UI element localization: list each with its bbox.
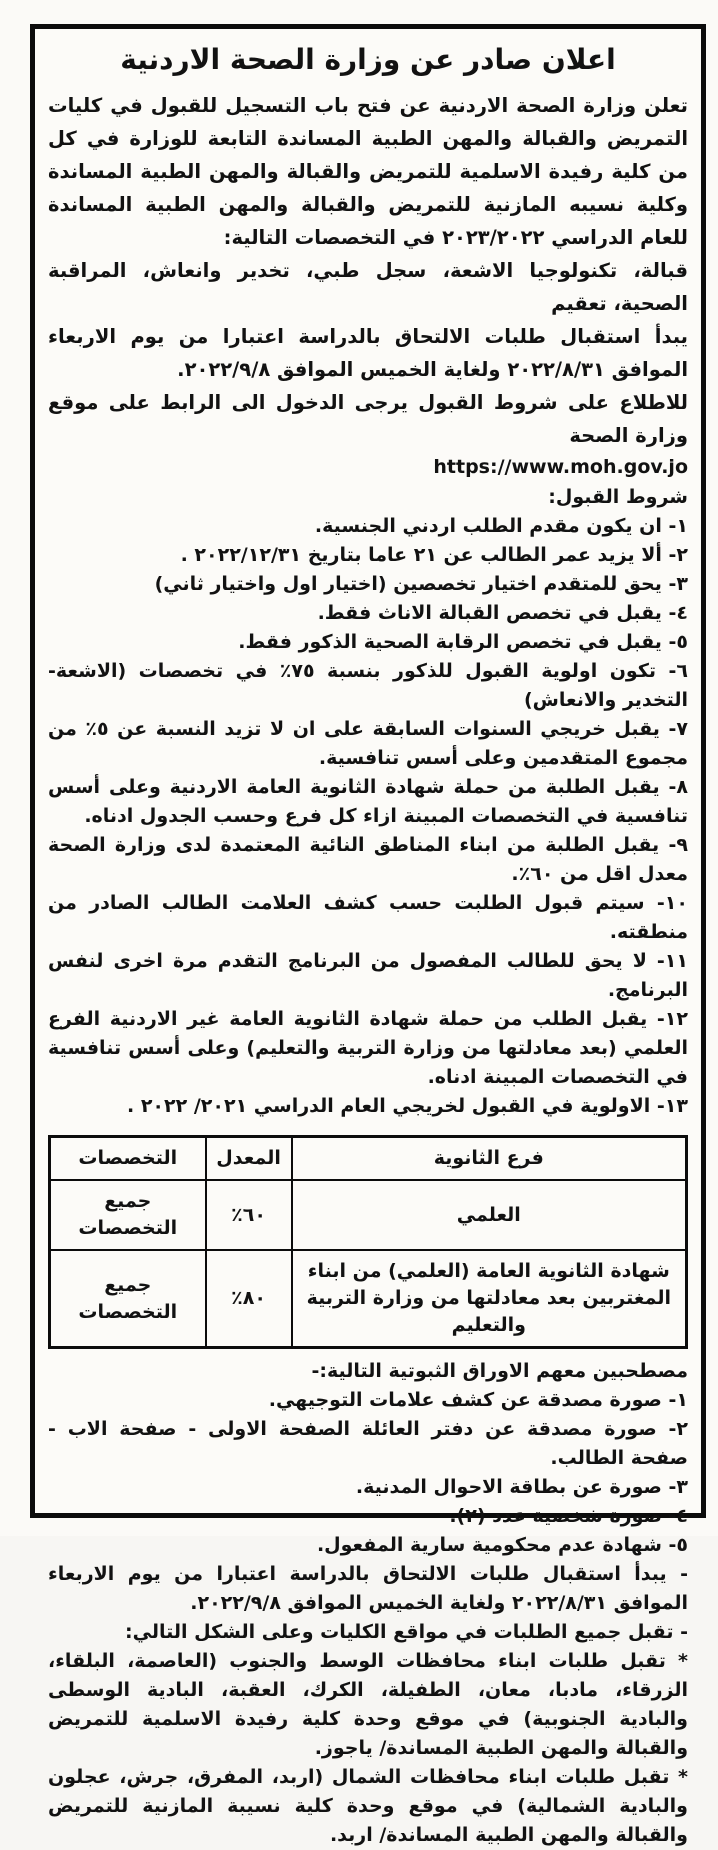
condition-item-4: ٤- يقبل في تخصص القبالة الاناث فقط. <box>317 602 688 624</box>
table-header-specialties: التخصصات <box>50 1137 206 1181</box>
table-row <box>50 1180 687 1250</box>
specialties-line: قبالة، تكنولوجيا الاشعة، سجل طبي، تخدير وانعاش، المراقبة الصحية، تعقيم <box>48 259 688 315</box>
announcement-intro-section <box>48 89 688 483</box>
specialties-cell: جميع التخصصات <box>50 1250 206 1348</box>
table-header-average: المعدل <box>206 1137 292 1181</box>
condition-item-8: ٨- يقبل الطلبة من حملة شهادة الثانوية العامة الاردنية وعلى أسس تنافسية في التخصصات المبينة ازاء كل فرع وحسب الجدول ادناه. <box>48 776 688 827</box>
footer-note-intake-dates: - يبدأ استقبال طلبات الالتحاق بالدراسة اعتبارا من يوم الاربعاء الموافق ٢٠٢٢/٨/٣١ ولغاية الخميس الموافق ٢٠٢٢/٩/٨. <box>48 1563 688 1614</box>
ministry-announcement-box <box>30 24 706 1846</box>
condition-item-9: ٩- يقبل الطلبة من ابناء المناطق النائية المعتمدة لدى وزارة الصحة معدل اقل من ٦٠٪. <box>48 834 688 885</box>
intro-paragraph: تعلن وزارة الصحة الاردنية عن فتح باب التسجيل للقبول في كليات التمريض والقبالة والمهن الطبية المساندة التابعة للوزارة في كل من كلية رفيدة الاسلمية للتمريض والقبالة والمهن الطبية المساندة وكلية نسيبه المازنية للتمريض والقبالة والمهن الطبية المساندة للعام الدراسي ٢٠٢٣/٢٠٢٢ في التخصصات التالية: <box>48 94 688 249</box>
document-item-3: ٣- صورة عن بطاقة الاحوال المدنية. <box>355 1476 688 1498</box>
condition-item-5: ٥- يقبل في تخصص الرقابة الصحية الذكور فقط. <box>238 631 688 653</box>
branch-cell: شهادة الثانوية العامة (العلمي) من ابناء المغتربين بعد معادلتها من وزارة التربية والتعليم <box>292 1250 687 1348</box>
document-item-1: ١- صورة مصدقة عن كشف علامات التوجيهي. <box>268 1389 688 1411</box>
condition-item-2: ٢- ألا يزيد عمر الطالب عن ٢١ عاما بتاريخ ٢٠٢٢/١٢/٣١ . <box>180 544 688 566</box>
condition-item-11: ١١- لا يحق للطالب المفصول من البرنامج التقدم مرة اخرى لنفس البرنامج. <box>48 950 688 1001</box>
table-header-branch: فرع الثانوية <box>292 1137 687 1181</box>
footer-notes <box>48 1560 688 1850</box>
link-info-line: للاطلاع على شروط القبول يرجى الدخول الى الرابط على موقع وزارة الصحة <box>48 391 688 447</box>
table-header-row <box>50 1137 687 1181</box>
admission-averages-table <box>48 1135 688 1349</box>
condition-item-1: ١- ان يكون مقدم الطلب اردني الجنسية. <box>314 515 688 537</box>
intake-dates-line: يبدأ استقبال طلبات الالتحاق بالدراسة اعتبارا من يوم الاربعاء الموافق ٢٠٢٢/٨/٣١ ولغاية الخميس الموافق ٢٠٢٢/٩/٨. <box>48 325 688 381</box>
conditions-heading: شروط القبول: <box>548 486 688 508</box>
table-row <box>50 1250 687 1348</box>
document-item-5: ٥- شهادة عدم محكومية سارية المفعول. <box>316 1534 688 1556</box>
footer-note-central-south-sites: * تقبل طلبات ابناء محافظات الوسط والجنوب (العاصمة، البلقاء، الزرقاء، مادبا، معان، الطفيلة، الكرك، العقبة، البادية الوسطى والبادية الجنوبية) في موقع وحدة كلية رفيدة الاسلمية للتمريض والقبالة والمهن الطبية المساندة/ ياجوز. <box>48 1650 688 1759</box>
moh-website-url: https://www.moh.gov.jo <box>433 456 688 478</box>
condition-item-13: ١٣- الاولوية في القبول لخريجي العام الدراسي ٢٠٢١/ ٢٠٢٢ . <box>126 1095 688 1117</box>
branch-cell: العلمي <box>292 1180 687 1250</box>
condition-item-3: ٣- يحق للمتقدم اختيار تخصصين (اختيار اول واختيار ثاني) <box>154 573 688 595</box>
footer-note-north-sites: * تقبل طلبات ابناء محافظات الشمال (اربد، المفرق، جرش، عجلون والبادية الشمالية) في موقع وحدة كلية نسيبة المازنية للتمريض والقبالة والمهن الطبية المساندة/ اربد. <box>48 1766 688 1846</box>
footer-note-application-sites: - تقبل جميع الطلبات في مواقع الكليات وعلى الشكل التالي: <box>125 1621 688 1643</box>
condition-item-12: ١٢- يقبل الطلب من حملة شهادة الثانوية العامة غير الاردنية الفرع العلمي (بعد معادلتها من وزارة التربية والتعليم) وعلى أسس تنافسية في التخصصات المبينة ادناه. <box>48 1008 688 1088</box>
average-cell: ٨٠٪ <box>206 1250 292 1348</box>
condition-item-7: ٧- يقبل خريجي السنوات السابقة على ان لا تزيد النسبة عن ٥٪ من مجموع المتقدمين وعلى أسس تنافسية. <box>48 718 688 769</box>
document-item-2: ٢- صورة مصدقة عن دفتر العائلة الصفحة الاولى - صفحة الاب - صفحة الطالب. <box>48 1418 688 1469</box>
documents-list <box>48 1386 688 1560</box>
announcement-title: اعلان صادر عن وزارة الصحة الاردنية <box>120 43 616 76</box>
document-item-4: ٤- صورة شخصية عدد (٢). <box>449 1505 688 1527</box>
condition-item-6: ٦- تكون اولوية القبول للذكور بنسبة ٧٥٪ في تخصصات (الاشعة- التخدير والانعاش) <box>48 660 689 711</box>
conditions-list <box>48 512 688 1121</box>
average-cell: ٦٠٪ <box>206 1180 292 1250</box>
documents-heading: مصطحبين معهم الاوراق الثبوتية التالية:- <box>311 1360 688 1382</box>
specialties-cell: جميع التخصصات <box>50 1180 206 1250</box>
condition-item-10: ١٠- سيتم قبول الطلبت حسب كشف العلامت الطالب الصادر من منطقته. <box>48 892 688 943</box>
